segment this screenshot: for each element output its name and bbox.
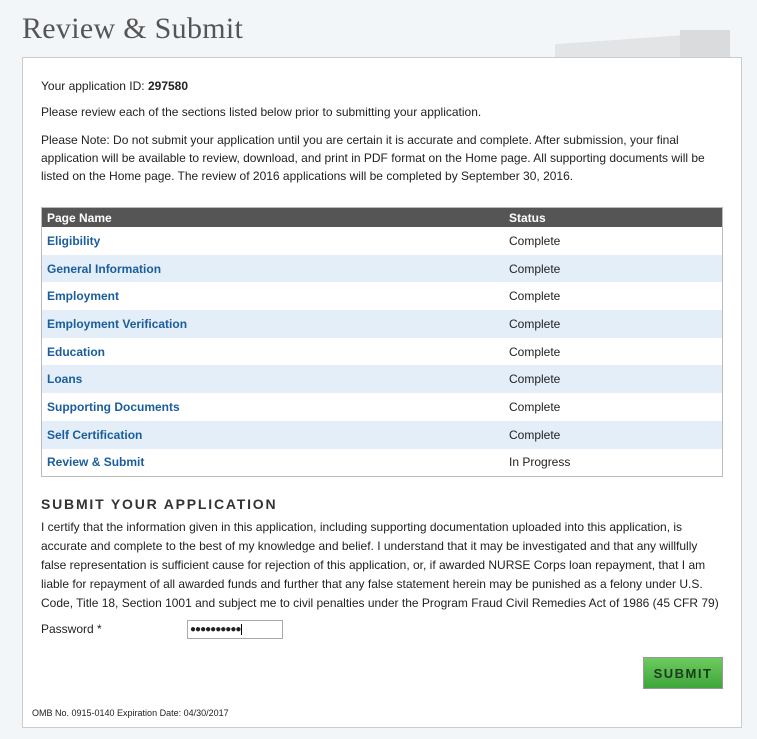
table-row	[42, 449, 723, 477]
page-link[interactable]: General Information	[47, 261, 162, 276]
header-status: Status	[504, 208, 723, 228]
status-cell: Complete	[509, 344, 561, 359]
page-link[interactable]: Employment	[47, 289, 120, 304]
password-label: Password *	[41, 622, 102, 636]
table-row	[42, 393, 723, 421]
status-cell: In Progress	[509, 455, 571, 470]
page-name-cell	[42, 393, 505, 421]
certification-text: I certify that the information given in this application, including supporting documentation uploaded into this application, is accurate and complete to the best of my knowledge and belief. I understand that it may be investigated and that any willfully false representation is sufficient cause for rejection of this application, or, if awarded NURSE Corps loan repayment, that I am liable for repayment of all awarded funds and further that any false statement herein may be punished as a felony under U.S. Code, Title 18, Section 1001 and subject me to civil penalties under the Program Fraud Civil Remedies Act of 1986 (45 CFR 79)	[41, 520, 719, 610]
table-row	[42, 365, 723, 393]
page-link[interactable]: Self Certification	[47, 427, 143, 442]
status-cell: Complete	[509, 233, 561, 248]
page-link[interactable]: Loans	[47, 372, 83, 387]
page-name-cell	[42, 449, 505, 477]
page-link[interactable]: Supporting Documents	[47, 399, 180, 414]
table-row	[42, 310, 723, 338]
application-id-label: Your application ID:	[41, 79, 145, 93]
page-link[interactable]: Eligibility	[47, 233, 101, 248]
page-name-cell	[42, 255, 505, 283]
page-title: Review & Submit	[22, 12, 244, 45]
page-name-cell	[42, 421, 505, 449]
status-cell: Complete	[509, 289, 561, 304]
intro-text: Please review each of the sections listed below prior to submitting your application.	[41, 105, 482, 119]
text-cursor	[241, 624, 242, 635]
application-id	[41, 77, 723, 95]
application-id-value: 297580	[147, 79, 189, 93]
sections-table	[41, 207, 723, 477]
submit-button[interactable]: SUBMIT	[643, 657, 723, 689]
table-row	[42, 338, 723, 366]
page-link[interactable]: Education	[47, 344, 106, 359]
page-link[interactable]: Review & Submit	[47, 455, 145, 470]
table-row	[42, 227, 723, 255]
status-cell: Complete	[504, 310, 723, 338]
status-cell: Complete	[504, 421, 723, 449]
page-name-cell	[42, 338, 505, 366]
password-input[interactable]	[187, 620, 283, 639]
status-cell: Complete	[509, 399, 561, 414]
review-card	[22, 57, 742, 728]
status-cell: Complete	[504, 365, 723, 393]
note-text: Please Note: Do not submit your application until you are certain it is accurate and complete. After submission, your final application will be available to review, download, and print in PDF format on the Home page. All supporting documents will be listed on the Home page. The review of 2016 applications will be completed by September 30, 2016.	[41, 133, 705, 183]
table-row	[42, 421, 723, 449]
page-name-cell	[42, 310, 505, 338]
header-page-name: Page Name	[42, 208, 505, 228]
page-name-cell	[42, 365, 505, 393]
page-link[interactable]: Employment Verification	[47, 316, 188, 331]
table-row	[42, 282, 723, 310]
omb-footer: OMB No. 0915-0140 Expiration Date: 04/30/2017	[32, 708, 229, 718]
submit-heading: SUBMIT YOUR APPLICATION	[41, 496, 278, 512]
page-name-cell	[42, 227, 505, 255]
status-cell: Complete	[504, 255, 723, 283]
table-row	[42, 255, 723, 283]
password-value: ●●●●●●●●●●	[190, 624, 241, 635]
decorative-paper	[680, 30, 730, 60]
page-name-cell	[42, 282, 505, 310]
